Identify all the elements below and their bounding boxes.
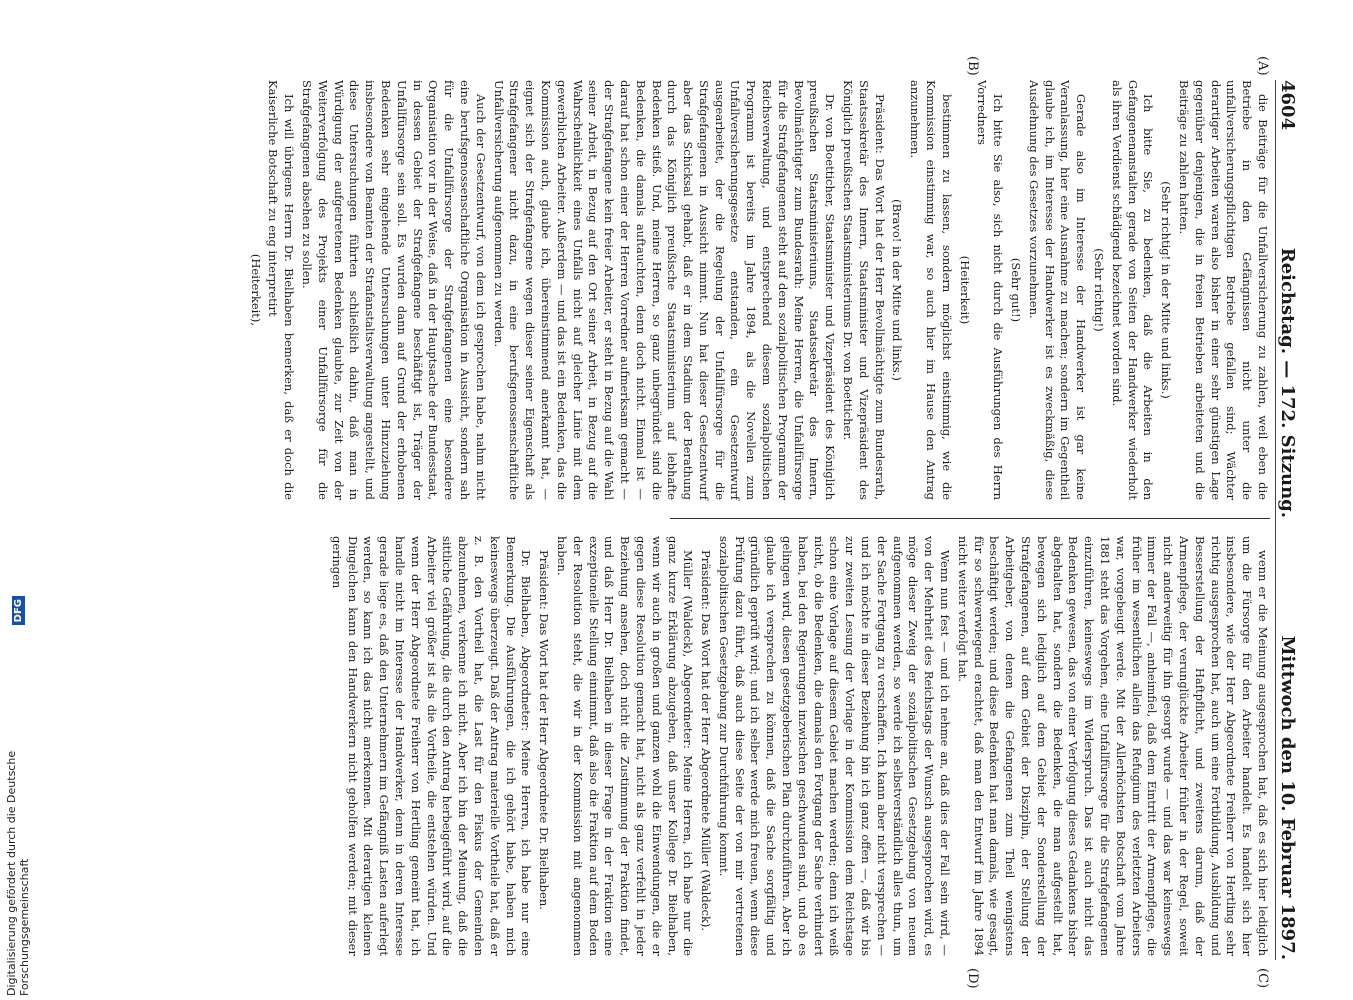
margin-mark-a: (A) xyxy=(1255,56,1270,76)
margin-mark-d: (D) xyxy=(965,968,980,989)
text-paragraph: wenn er die Meinung ausgesprochen hat, daß es sich hier lediglich um die Fürsorge für den Arbeiter handelt. Es handelt sich hier insbesondere, wie der Herr Abgeordnete Freiherr von Hertling sehr richtig ausgesprochen hat, auch um eine Fortbildung, Ausbildung und Besserstellung der Haftpflicht, und zweitens darum, daß der Armenpflege, der verunglückte Arbeiter früher in der Regel, soweit nicht anderweitig für ihn gesorgt wurde — und das war keineswegs immer der Fall —, anheimfiel, daß dem Eintritt der Armenpflege, die früher im wesentlichen allein das Refugium des verletzten Arbeiters war, vorgebeugt werde. Mit der Allerhöchsten Botschaft vom Jahre 1881 steht das Vorgehen, eine Unfallfürsorge für die Strafgefangenen einzuführen, keineswegs im Widerspruch. Das ist auch nicht das Bedenken gewesen, das von einer Verfolgung dieses Gedankens bisher abgehalten hat, sondern die Bedenken, die man aufgestellt hat, bewegen sich lediglich auf dem Gebiet der Sonderstellung der Strafgefangenen, auf dem Gebiet der Disziplin, der Stellung der Arbeitgeber, von denen die Gefangenen zum Theil wenigstens beschäftigt werden; und diese Bedenken hat man damals, wie gesagt, für so schwerwiegend erachtet, daß man den Entwurf im Jahre 1894 nicht weiter verfolgt hat. xyxy=(955,536,1270,956)
text-paragraph: Ich will übrigens Herrn Dr. Bielhaben bemerken, daß er doch die Kaiserliche Botschaft zu eng interpretirt xyxy=(266,80,297,500)
text-paragraph: (Bravo! in der Mitte und links.) xyxy=(890,199,905,381)
text-paragraph: bestimmen zu lassen, sondern möglichst einstimmig, wie die Kommission einstimmig war, so auch hier im Hause den Antrag anzunehmen. xyxy=(908,80,954,500)
text-paragraph: (Heiterkeit), xyxy=(248,253,263,327)
page-number: 4604 xyxy=(1277,80,1299,131)
column-divider xyxy=(670,518,1270,519)
text-paragraph: Dr. von Boetticher, Staatsminister und Vizepräsident des Königlich preußischen Staatsministeriums, Staatssekretär des Innern, Bevollmächtigter zum Bundesrath: Meine Herren, die Unfallfürsorge für die Strafgefangenen steht auf dem sozialpolitischen Programm der Reichsverwaltung, und entsprechend diesem sozialpolitischen Programm ist bereits im Jahre 1894, als die Novellen zum Unfallversicherungsgesetze entstanden, ein Gesetzentwurf ausgearbeitet, der die Regelung der Unfallfürsorge für die Strafgefangenen in Aussicht nimmt. Nun hat dieser Gesetzentwurf aber das Schicksal gehabt, daß er in dem Stadium der Berathung durch das Königlich preußische Staatsministerium auf lebhafte Bedenken stieß. Und, meine Herren, so ganz unbegründet sind die Bedenken, die damals auftauchten, denn doch nicht. Einmal ist — darauf hat schon einer der Herren Vorredner aufmerksam gemacht — der Strafgefangene kein freier Arbeiter, er steht in Bezug auf die Wahl seiner Arbeit, in Bezug auf den Ort seiner Arbeit, in Bezug auf die Wahrscheinlichkeit eines Unfalls nicht auf gleicher Linie mit dem gewerblichen Arbeiter. Außerdem — und das ist ein Bedenken, das die Kommission auch, glaube ich, übereinstimmend anerkannt hat, — eignet sich der Strafgefangene wegen dieser seiner Eigenschaft als Strafgefangener nicht dazu, in eine berufsgenossenschaftliche Unfallversicherung aufgenommen zu werden. xyxy=(491,80,838,500)
text-paragraph: Präsident: Das Wort hat der Herr Bevollmächtigte zum Bundesrath, Staatssekretär des Innern, Staatsminister und Vizepräsident des Königlich preußischen Staatsministeriums Dr. von Boetticher. xyxy=(841,80,887,500)
text-paragraph: Ich bitte Sie, zu bedenken, daß die Arbeiten in den Gefangenenanstalten gerade von Seiten der Handwerker wiederholt als ihren Verdienst schädigend bezeichnet worden sind. xyxy=(1109,80,1156,500)
margin-mark-b: (B) xyxy=(965,56,980,76)
text-paragraph: Gerade also im Interesse der Handwerker ist gar keine Veranlassung, hier eine Ausnahme zu machen; sondern im Gegentheil glaube ich, im Interesse der Handwerker ist es zweckmäßig, diese Ausdehnung des Gesetzes vorzunehmen. xyxy=(1026,80,1089,500)
text-paragraph: Ich bitte Sie also, sich nicht durch die Ausführungen des Herrn Vorredners xyxy=(975,80,1006,500)
session-date: Mittwoch den 10. Februar 1897. xyxy=(1277,635,1299,960)
text-paragraph: Müller (Waldeck), Abgeordneter: Meine Herren, ich habe nur die ganz kurze Erklärung abzugeben, daß unser Kollege Dr. Bielhaben, wenn wir auch in großen und ganzen wohl die Einwendungen, die er gegen diese Resolution gemacht hat, nicht als ganz verfehlt in jeder Beziehung ansehen, doch nicht die Zustimmung der Fraktion findet, und daß Herr Dr. Bielhaben in dieser Frage in der Fraktion eine exzeptionelle Stellung einnimmt, daß also die Fraktion auf dem Boden der Resolution steht, die wir in der Kommission mit angenommen haben. xyxy=(554,536,696,956)
text-paragraph: die Beiträge für die Unfallversicherung zu zahlen, weil eben die Betriebe in den Gefängnissen nicht unter die unfallversicherungspflichtigen Betriebe gefallen sind; Wächter derartiger Arbeiten waren also bisher in einer sehr günstigen Lage gegenüber denjenigen, die in freien Betrieben arbeiteten und die Beiträge zu zahlen hatten. xyxy=(1177,80,1270,500)
rotated-page xyxy=(100,56,1300,989)
text-paragraph: Auch der Gesetzentwurf, von dem ich gesprochen habe, nahm nicht eine berufsgenossenschaftliche Organisation in Aussicht, sondern sah für die Unfallfürsorge der Strafgefangenen eine besondere Organisation vor in der Weise, daß in der Hauptsache der Bundesstaat, in dessen Gebiet der Strafgefangene beschäftigt ist, Träger der Unfallfürsorge sein soll. Es wurden dann auf Grund der erhobenen Bedenken sehr eingehende Untersuchungen unter Hinzuziehung insbesondere von Beamten der Strafanstaltsverwaltung angestellt, und diese Untersuchungen führten schließlich dahin, daß man in Würdigung der aufgetretenen Bedenken glaubte, zur Zeit von der Weiterverfolgung des Projekts einer Unfallfürsorge für die Strafgefangenen absehen zu sollen. xyxy=(299,80,488,500)
footer-text: Digitalisierung gefördert durch die Deutsche Forschungsgemeinschaft xyxy=(5,750,31,996)
text-paragraph: Dr. Bielhaben, Abgeordneter: Meine Herren, ich habe nur eine Bemerkung. Die Ausführungen, die ich gehört habe, haben mich keineswegs überzeugt. Daß der Antrag materielle Vortheile hat, daß er z. B. den Vortheil hat, die Last für den Fiskus der Gemeinden abzunehmen, verkenne ich nicht. Aber ich bin der Meinung, daß die sittliche Gefährdung, die durch den Antrag herbeigeführt wird, auf die Arbeiter viel größer ist als die Vortheile, die entstehen würden. Und wenn der Herr Abgeordnete Freiherr von Hertling gemeint hat, ich handle nicht im Interesse der Handwerker, denn in deren Interesse gerade liege es, daß den Unternehmern im Gefängniß Lasten auferlegt werden, so kann ich das nicht anerkennen. Mit derartigen kleinen Dingelchen kann den Handwerkern nicht geholfen werden; mit dieser geringen xyxy=(329,536,534,956)
right-text-column xyxy=(326,536,1270,956)
text-paragraph: (Sehr richtig! in der Mitte und links.) xyxy=(1159,181,1174,399)
dfg-logo: DFG xyxy=(12,596,25,625)
text-paragraph: Wenn nun fest — und ich nehme an, daß dies der Fall sein wird, — von der Mehrheit des Reichstags der Wunsch ausgesprochen wird, es möge dieser Zweig der sozialpolitischen Gesetzgebung von neuem aufgenommen werden, so werde ich selbstverständlich alles thun, um der Sache Fortgang zu verschaffen. Ich kann aber nicht versprechen — und ich möchte in dieser Beziehung bin ich ganz offen —, daß wir bis zur zweiten Lesung der Vorlage in der Kommission dem Reichstage schon eine Vorlage auf diesem Gebiet machen werden; denn ich weiß nicht, ob die Bedenken, die damals den Fortgang der Sache verhindert haben, bei den Regierungen inzwischen geschwunden sind, und ob es gelingen wird, diesen gesetzgeberischen Plan durchzuführen. Aber ich glaube ich versprechen zu können, daß die Sache sorgfältig und gründlich geprüft wird; und ich selber werde mich freuen, wenn diese Prüfung dazu führt, daß auch diese Seite der von mir vertretenen sozialpolitischen Gesetzgebung zur Durchführung kommt. xyxy=(716,536,953,956)
margin-mark-c: (C) xyxy=(1255,968,1270,989)
text-paragraph: Präsident: Das Wort hat der Herr Abgeordnete Müller (Waldeck). xyxy=(699,550,714,932)
digitization-footer xyxy=(6,596,30,996)
session-title: Reichstag. — 172. Sitzung. xyxy=(1277,247,1299,519)
text-paragraph: (Sehr richtig!) xyxy=(1092,248,1107,332)
text-paragraph: Präsident: Das Wort hat der Herr Abgeordnete Dr. Bielhaben. xyxy=(537,550,552,910)
left-text-column xyxy=(245,80,1270,500)
text-paragraph: (Sehr gut!) xyxy=(1009,257,1024,323)
page-header xyxy=(1275,80,1300,960)
text-paragraph: (Heiterkeit) xyxy=(957,255,972,325)
